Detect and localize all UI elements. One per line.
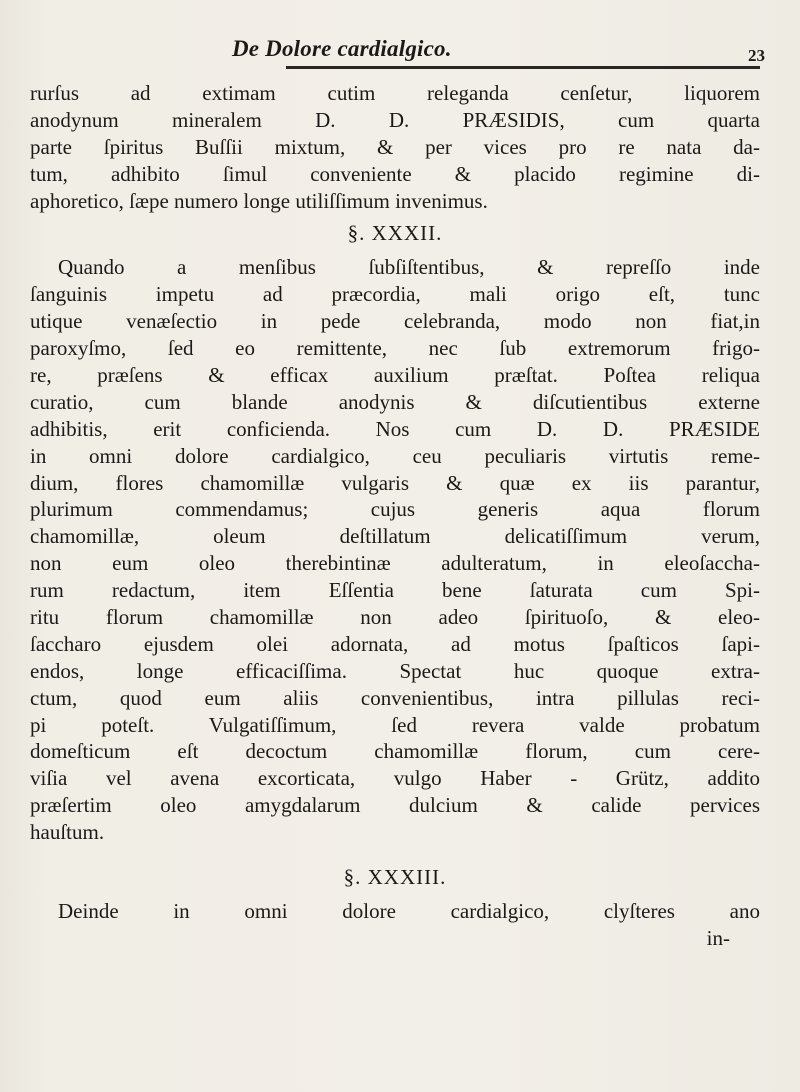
text-line: rum redactum, item Eſſentia bene ſaturata cum Spi- — [30, 578, 760, 603]
text-line: parte ſpiritus Buſſii mixtum, & per vices pro re nata da- — [30, 134, 760, 159]
text-line: chamomillæ, oleum deſtillatum delicatiſſimum verum, — [30, 524, 760, 549]
page-number: 23 — [748, 46, 765, 65]
paragraph-3 — [30, 898, 760, 951]
text-line: Quando a menſibus ſubſiſtentibus, & repreſſo inde — [58, 255, 760, 280]
text-line: aphoretico, ſæpe numero longe utiliſſimum invenimus. — [30, 188, 488, 213]
text-line: in omni dolore cardialgico, ceu peculiaris virtutis reme- — [30, 443, 760, 468]
catchword: in- — [706, 925, 730, 950]
text-line: rurſus ad extimam cutim releganda cenſetur, liquorem — [30, 81, 760, 105]
text-line: viſia vel avena excorticata, vulgo Haber - Grütz, addito — [30, 766, 760, 791]
text-line: anodynum mineralem D. D. PRÆSIDIS, cum quarta — [30, 107, 760, 132]
page-header — [0, 30, 800, 70]
text-line: utique venæſectio in pede celebranda, modo non fiat,in — [30, 309, 760, 334]
text-line: Deinde in omni dolore cardialgico, clyſteres ano — [58, 899, 760, 924]
section-heading-32: §. XXXII. — [347, 221, 443, 246]
text-line: re, præſens & efficax auxilium præſtat. Poſtea reliqua — [30, 363, 760, 388]
section-spacer — [30, 846, 760, 858]
text-line: paroxyſmo, ſed eo remittente, nec ſub extremorum frigo- — [30, 336, 760, 361]
text-line: dium, flores chamomillæ vulgaris & quæ ex iis parantur, — [30, 470, 760, 495]
paragraph-2 — [30, 254, 760, 846]
text-line: ctum, quod eum aliis convenientibus, intra pillulas reci- — [30, 685, 760, 710]
text-line: endos, longe efficaciſſima. Spectat huc quoque extra- — [30, 658, 760, 683]
text-line: præſertim oleo amygdalarum dulcium & calide pervices — [30, 793, 760, 818]
text-line: ſaccharo ejusdem olei adornata, ad motus ſpaſticos ſapi- — [30, 631, 760, 656]
text-line: hauſtum. — [30, 820, 105, 845]
text-line: adhibitis, erit conficienda. Nos cum D. D. PRÆSIDE — [30, 416, 760, 441]
paragraph-1 — [30, 80, 760, 214]
text-line: pi poteſt. Vulgatiſſimum, ſed revera valde probatum — [30, 712, 760, 737]
text-line: curatio, cum blande anodynis & diſcutientibus externe — [30, 389, 760, 414]
text-line: tum, adhibito ſimul conveniente & placido regimine di- — [30, 161, 760, 186]
text-line: non eum oleo therebintinæ adulteratum, in eleoſaccha- — [30, 551, 760, 576]
section-heading-33: §. XXXIII. — [343, 865, 447, 890]
text-line: ritu florum chamomillæ non adeo ſpirituoſo, & eleo- — [30, 605, 760, 630]
header-rule — [286, 66, 760, 69]
text-line: domeſticum eſt decoctum chamomillæ florum, cum cere- — [30, 739, 760, 764]
text-line: plurimum commendamus; cujus generis aqua florum — [30, 497, 760, 522]
running-title: De Dolore cardialgico. — [232, 36, 452, 61]
text-line: ſanguinis impetu ad præcordia, mali origo eſt, tunc — [30, 282, 760, 307]
body-text — [30, 80, 760, 951]
